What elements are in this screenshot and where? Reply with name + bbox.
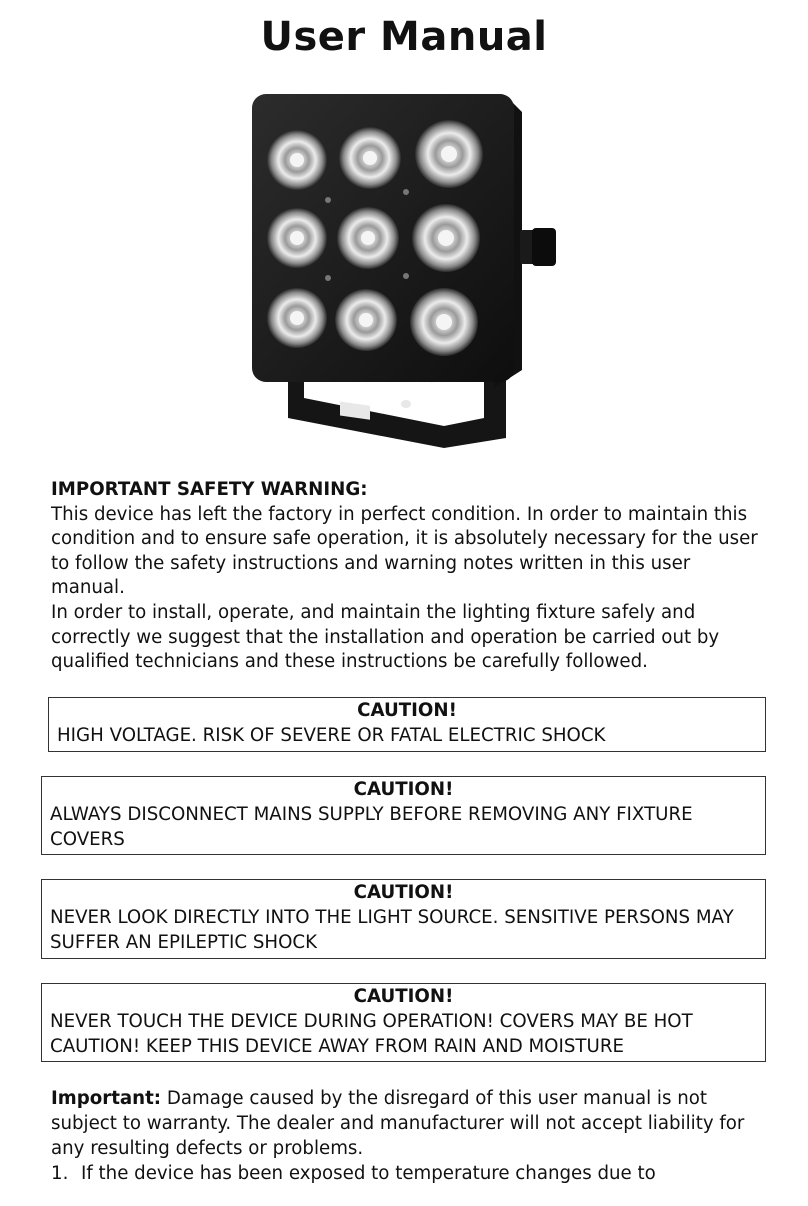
- caution-title: CAUTION!: [353, 779, 454, 800]
- safety-paragraph-1: This device has left the factory in perfect condition. In order to maintain this condition and to ensure safe operation, it is absolutely necessary for the user to follow the safety instructions and warning notes written in this user manual.: [51, 503, 758, 599]
- caution-title: CAUTION!: [353, 882, 454, 903]
- safety-warning: [51, 478, 763, 675]
- page-title: User Manual: [260, 14, 548, 60]
- product-image: [244, 88, 564, 458]
- list-item: [51, 1161, 763, 1186]
- important-paragraph: [51, 1086, 763, 1161]
- caution-title: CAUTION!: [357, 700, 457, 721]
- caution-text: ALWAYS DISCONNECT MAINS SUPPLY BEFORE REMOVING ANY FIXTURE COVERS: [50, 804, 693, 850]
- caution-box: [41, 776, 766, 855]
- caution-title: CAUTION!: [353, 986, 454, 1007]
- caution-box: [41, 879, 766, 959]
- important-text: Damage caused by the disregard of this user manual is not subject to warranty. The dealer and manufacturer will not accept liability for any resulting defects or problems.: [51, 1088, 745, 1159]
- safety-paragraph-2: In order to install, operate, and maintain the lighting fixture safely and correctly we suggest that the installation and operation be carried out by qualified technicians and these instructions be carefully followed.: [51, 601, 720, 673]
- caution-text: HIGH VOLTAGE. RISK OF SEVERE OR FATAL ELECTRIC SHOCK: [57, 725, 606, 746]
- important-notice: [51, 1086, 763, 1186]
- caution-box: [41, 983, 766, 1062]
- list-text: If the device has been exposed to temperature changes due to: [81, 1163, 656, 1184]
- caution-box: [48, 697, 766, 752]
- caution-text: NEVER LOOK DIRECTLY INTO THE LIGHT SOURCE. SENSITIVE PERSONS MAY SUFFER AN EPILEPTIC SHOCK: [50, 907, 734, 953]
- important-label: Important:: [51, 1088, 162, 1109]
- caution-text: CAUTION! KEEP THIS DEVICE AWAY FROM RAIN AND MOISTURE: [50, 1036, 624, 1057]
- caution-text: NEVER TOUCH THE DEVICE DURING OPERATION! COVERS MAY BE HOT: [50, 1011, 693, 1032]
- safety-heading: IMPORTANT SAFETY WARNING:: [51, 479, 368, 500]
- list-number: 1.: [51, 1163, 69, 1184]
